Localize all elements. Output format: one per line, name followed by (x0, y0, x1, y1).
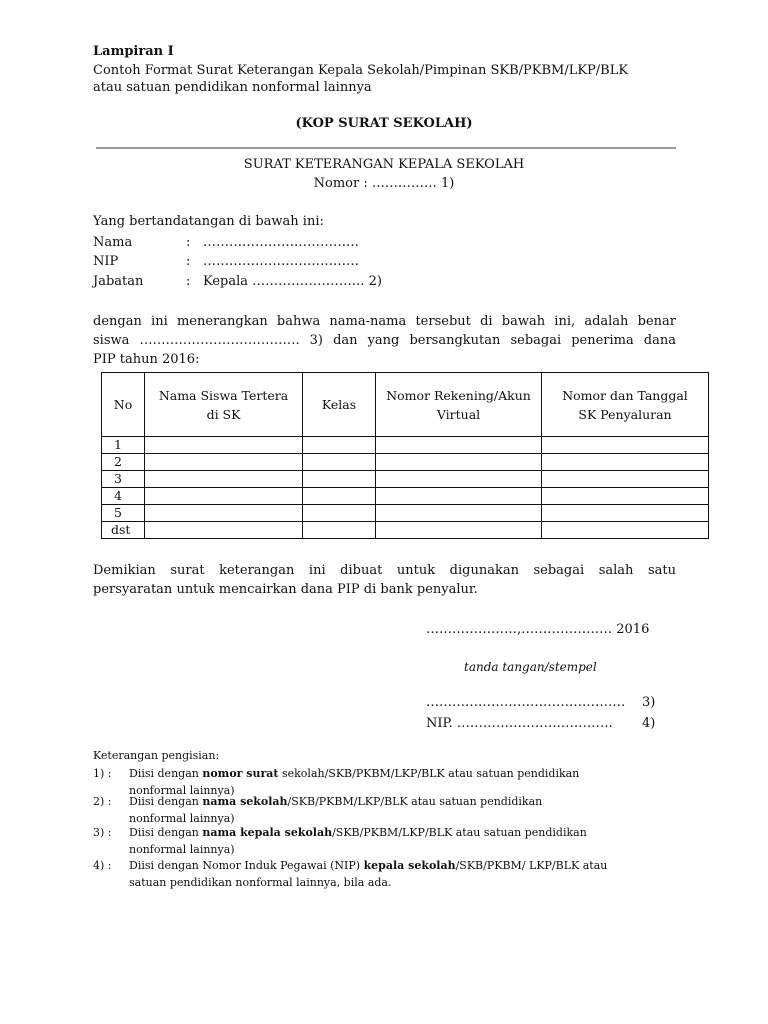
note-number: 2) : (93, 795, 112, 808)
field-value-nip: ……………………………… (203, 254, 359, 269)
note-text: Diisi dengan Nomor Induk Pegawai (NIP) kepala sekolah/SKB/PKBM/ LKP/BLK atau satuan pendidikan nonformal lainnya, bila ada. (129, 859, 608, 889)
signer-intro: Yang bertandatangan di bawah ini: (93, 214, 324, 229)
signature-stamp-label: tanda tangan/stempel (464, 660, 597, 674)
row-number: 2 (102, 454, 145, 471)
closing-line-1: Demikian surat keterangan ini dibuat untuk digunakan sebagai salah satu (93, 563, 676, 578)
closing-line-2: persyaratan untuk mencairkan dana PIP di bank penyalur. (93, 582, 478, 597)
field-value-jabatan: Kepala …………………….. 2) (203, 274, 382, 289)
col-header-rekening: Nomor Rekening/Akun Virtual (376, 373, 542, 437)
table-header-row (102, 373, 709, 437)
col-header-no: No (102, 373, 145, 437)
table-row (102, 471, 709, 488)
note-number: 3) : (93, 826, 112, 839)
row-number: dst (102, 522, 145, 539)
signer-name-ref: 3) (642, 695, 656, 710)
col-header-kelas: Kelas (303, 373, 376, 437)
table-row (102, 488, 709, 505)
field-label-nip: NIP (93, 254, 119, 269)
table-row (102, 505, 709, 522)
table-row (102, 437, 709, 454)
field-sep: : (186, 274, 191, 289)
recipient-table (101, 372, 709, 539)
note-item (93, 857, 683, 891)
note-number: 4) : (93, 859, 112, 872)
note-text: Diisi dengan nama sekolah/SKB/PKBM/LKP/BLK atau satuan pendidikan nonformal lainnya) (129, 795, 543, 825)
table-row (102, 522, 709, 539)
header-line-2: atau satuan pendidikan nonformal lainnya (93, 80, 372, 95)
note-item (93, 824, 683, 858)
statement-line-1: dengan ini menerangkan bahwa nama-nama tersebut di bawah ini, adalah benar (93, 314, 676, 329)
row-number: 5 (102, 505, 145, 522)
note-item (93, 793, 683, 827)
header-line-1: Contoh Format Surat Keterangan Kepala Sekolah/Pimpinan SKB/PKBM/LKP/BLK (93, 63, 629, 78)
table-row (102, 454, 709, 471)
place-date: …………………,………………… 2016 (426, 622, 650, 637)
document-title: SURAT KETERANGAN KEPALA SEKOLAH (243, 157, 525, 172)
note-number: 1) : (93, 767, 112, 780)
col-header-sk: Nomor dan Tanggal SK Penyaluran (542, 373, 709, 437)
statement-line-3: PIP tahun 2016: (93, 352, 200, 367)
field-sep: : (186, 235, 191, 250)
signer-nip-ref: 4) (642, 716, 656, 731)
field-sep: : (186, 254, 191, 269)
field-label-jabatan: Jabatan (93, 274, 144, 289)
note-text: Diisi dengan nama kepala sekolah/SKB/PKBM/LKP/BLK atau satuan pendidikan nonformal lainnya) (129, 826, 587, 856)
note-text: Diisi dengan nomor surat sekolah/SKB/PKBM/LKP/BLK atau satuan pendidikan nonformal lainnya) (129, 767, 580, 797)
col-header-nama: Nama Siswa Tertera di SK (145, 373, 303, 437)
signer-name-dots: ………………………………………. (426, 695, 626, 710)
notes-title: Keterangan pengisian: (93, 749, 220, 762)
signer-nip-dots: NIP. ……………………………… (426, 716, 613, 731)
lampiran-label: Lampiran I (93, 44, 174, 59)
row-number: 3 (102, 471, 145, 488)
statement-line-2: siswa ………………………………. 3) dan yang bersangkutan sebagai penerima dana (93, 333, 676, 348)
row-number: 4 (102, 488, 145, 505)
header-divider (96, 147, 676, 149)
document-number: Nomor : …………… 1) (313, 176, 455, 191)
field-label-nama: Nama (93, 235, 133, 250)
row-number: 1 (102, 437, 145, 454)
field-value-nama: ……………………………… (203, 235, 359, 250)
kop-surat: (KOP SURAT SEKOLAH) (295, 116, 473, 131)
